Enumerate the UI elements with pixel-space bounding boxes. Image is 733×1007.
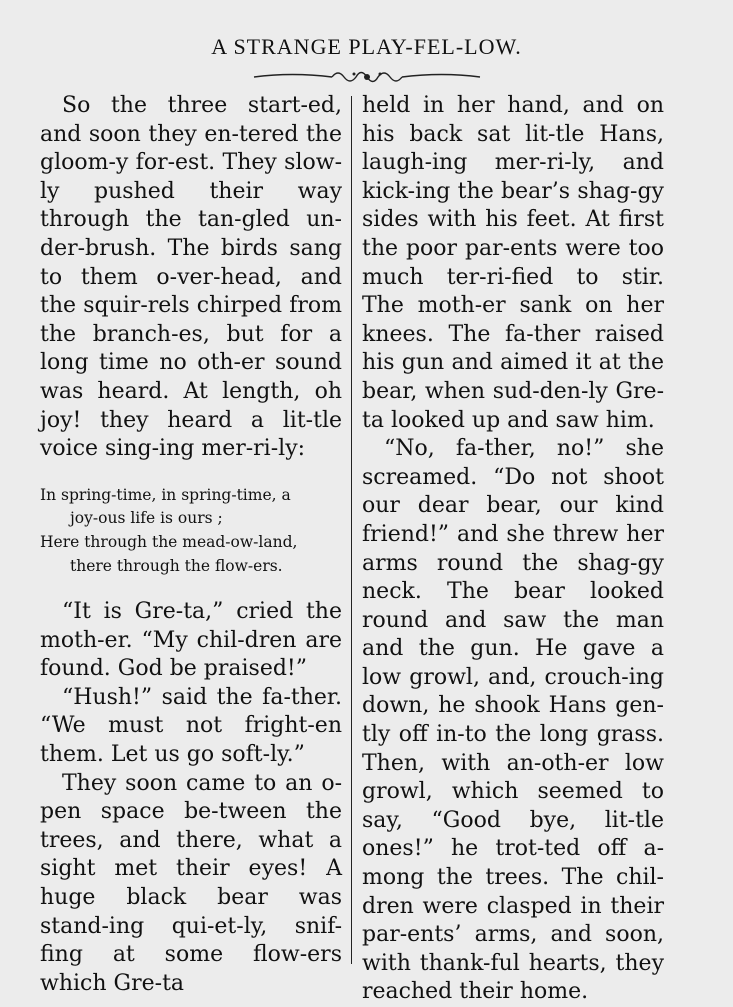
paragraph: “Hush!” said the fa-ther. “We must not fright-en them. Let us go soft-ly.” (40, 684, 342, 768)
paragraph: So the three start-ed, and soon they en-tered the gloom-y for-est. They slow-ly pushed their way through the tan-gled un-der-brush. The birds sang to them o-ver-head, and the squir-rels chirped from the branch-es, but for a long time no oth-er sound was heard. At length, oh joy! they heard a lit-tle voice sing-ing mer-ri-ly: (40, 93, 342, 462)
column-divider (351, 96, 352, 964)
verse-line: Here through the mead-ow-land, (40, 532, 298, 551)
verse-block (40, 484, 342, 578)
paragraph: “No, fa-ther, no!” she screamed. “Do not shoot our dear bear, our kind friend!” and she threw her arms round the shag-gy neck. The bear looked round and saw the man and the gun. He gave a low growl, and, crouch-ing down, he shook Hans gen-tly off in-to the long grass. Then, with an-oth-er low growl, which seemed to say, “Good bye, lit-tle ones!” he trot-ted off a-mong the trees. The chil-dren were clasped in their par-ents’ arms, and soon, with thank-ful hearts, they reached their home. (362, 436, 664, 1005)
verse-line: joy-ous life is ours ; (70, 509, 223, 528)
paragraph: held in her hand, and on his back sat lit-tle Hans, laugh-ing mer-ri-ly, and kick-ing the bear’s shag-gy sides with his feet. At first the poor par-ents were too much ter-ri-fied to stir. The moth-er sank on her knees. The fa-ther raised his gun and aimed it at the bear, when sud-den-ly Gre-ta looked up and saw him. (362, 93, 664, 433)
verse-line: there through the flow-ers. (70, 556, 283, 575)
page-title: A STRANGE PLAY-FEL-LOW. (211, 34, 522, 59)
paragraph: “It is Gre-ta,” cried the moth-er. “My chil-dren are found. God be praised!” (40, 599, 342, 682)
right-column (362, 92, 664, 1007)
left-column (40, 92, 342, 998)
decorative-ornament-icon (252, 66, 482, 88)
paragraph: They soon came to an o-pen space be-tween the trees, and there, what a sight met their eyes! A huge black bear was stand-ing qui-et-ly, snif-fing at some flow-ers which Gre-ta (40, 770, 342, 996)
verse-line: In spring-time, in spring-time, a (40, 485, 291, 504)
